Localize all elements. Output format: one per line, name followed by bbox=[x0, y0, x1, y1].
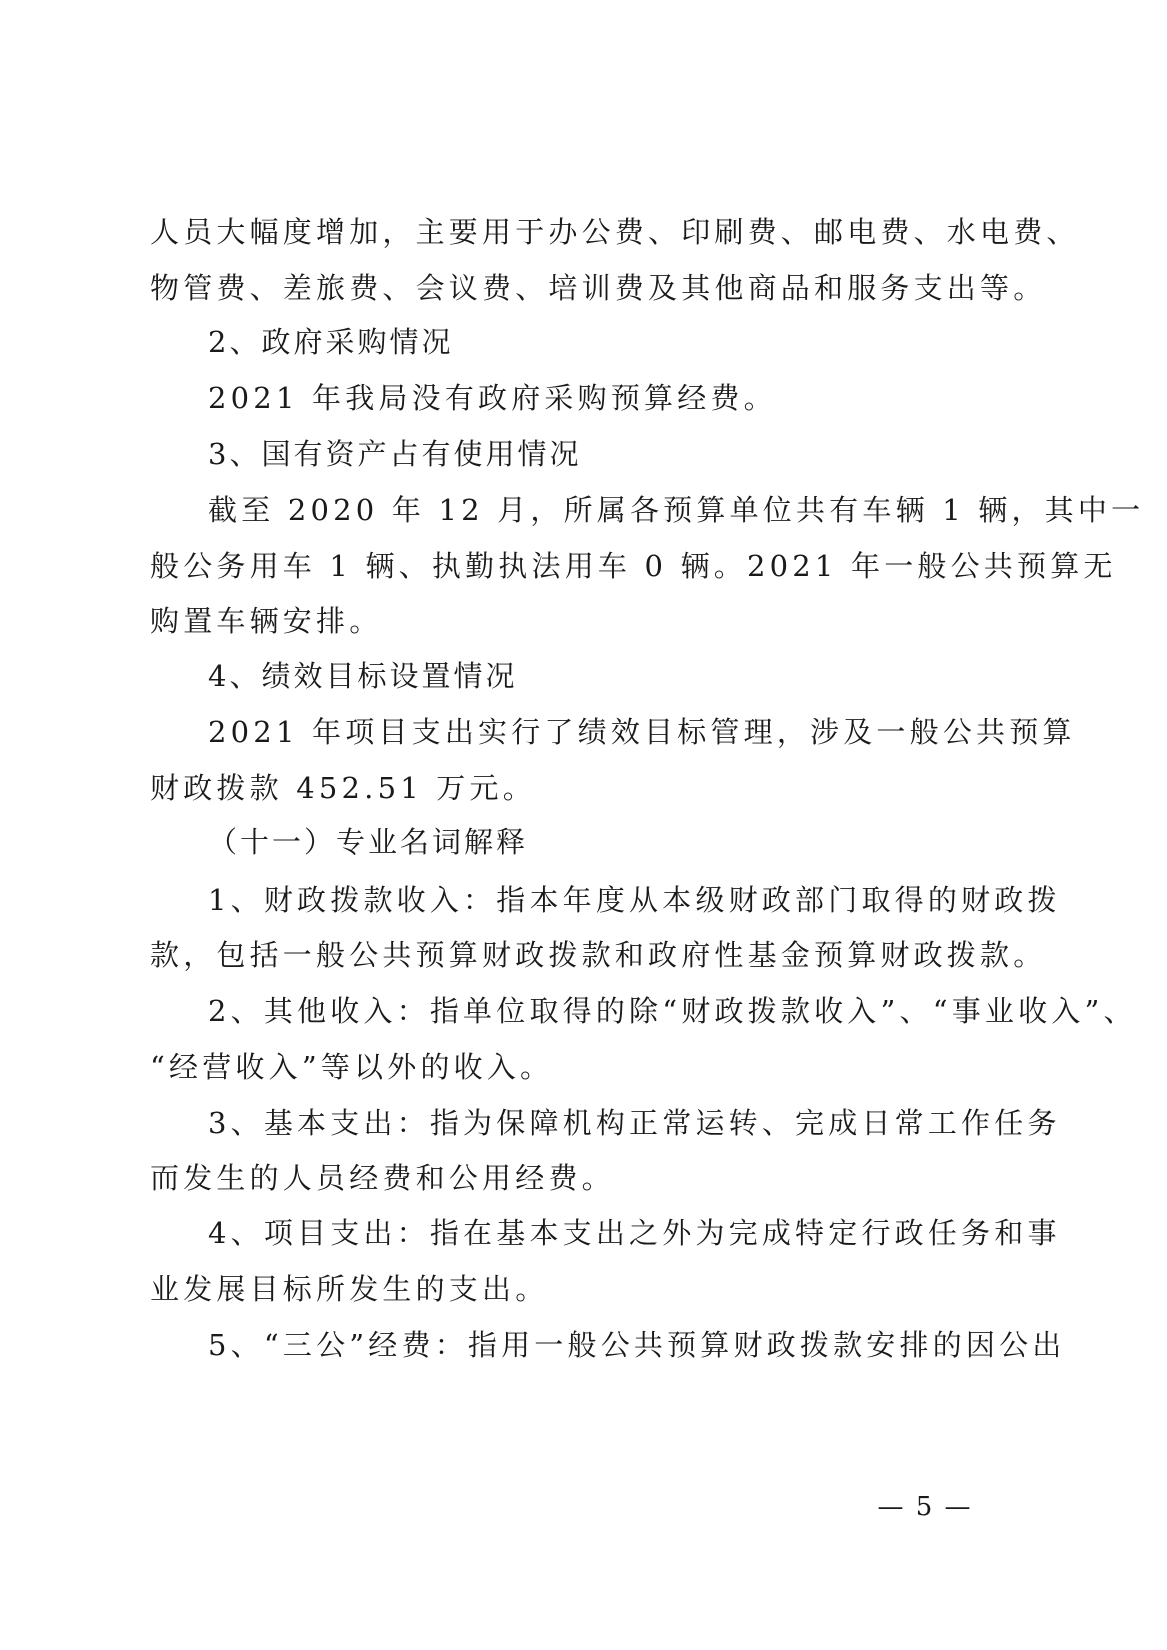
paragraph-line-9: 1、财政拨款收入：指本年度从本级财政部门取得的财政拨 bbox=[208, 883, 1061, 917]
paragraph-line-3: 2021 年我局没有政府采购预算经费。 bbox=[208, 381, 777, 415]
paragraph-line-7: 2021 年项目支出实行了绩效目标管理，涉及一般公共预算 bbox=[208, 715, 1076, 749]
paragraph-line-11: 2、其他收入：指单位取得的除“财政拨款收入”、“事业收入”、 bbox=[208, 994, 1137, 1028]
paragraph-line-4: 截至 2020 年 12 月，所属各预算单位共有车辆 1 辆，其中一 bbox=[208, 493, 1145, 527]
paragraph-line-10: 款，包括一般公共预算财政拨款和政府性基金预算财政拨款。 bbox=[150, 938, 1047, 972]
page-number: — 5 — bbox=[877, 1492, 973, 1522]
paragraph-line-17: 5、“三公”经费：指用一般公共预算财政拨款安排的因公出 bbox=[208, 1328, 1066, 1362]
paragraph-line-13: 3、基本支出：指为保障机构正常运转、完成日常工作任务 bbox=[208, 1106, 1061, 1140]
paragraph-line-16: 业发展目标所发生的支出。 bbox=[150, 1272, 549, 1306]
section-heading-government-procurement: 2、政府采购情况 bbox=[208, 325, 454, 359]
section-heading-state-assets: 3、国有资产占有使用情况 bbox=[208, 437, 582, 471]
paragraph-line-5: 般公务用车 1 辆、执勤执法用车 0 辆。2021 年一般公共预算无 bbox=[150, 549, 1117, 583]
paragraph-line-15: 4、项目支出：指在基本支出之外为完成特定行政任务和事 bbox=[208, 1216, 1061, 1250]
paragraph-line-14: 而发生的人员经费和公用经费。 bbox=[150, 1161, 615, 1195]
paragraph-line-8: 财政拨款 452.51 万元。 bbox=[150, 771, 536, 805]
paragraph-line-12: “经营收入”等以外的收入。 bbox=[150, 1050, 554, 1084]
paragraph-line-2: 物管费、差旅费、会议费、培训费及其他商品和服务支出等。 bbox=[150, 271, 1047, 305]
section-heading-terminology: （十一）专业名词解释 bbox=[208, 825, 529, 859]
paragraph-line-6: 购置车辆安排。 bbox=[150, 604, 383, 638]
paragraph-line-1: 人员大幅度增加，主要用于办公费、印刷费、邮电费、水电费、 bbox=[150, 215, 1080, 249]
section-heading-performance-goals: 4、绩效目标设置情况 bbox=[208, 659, 518, 693]
